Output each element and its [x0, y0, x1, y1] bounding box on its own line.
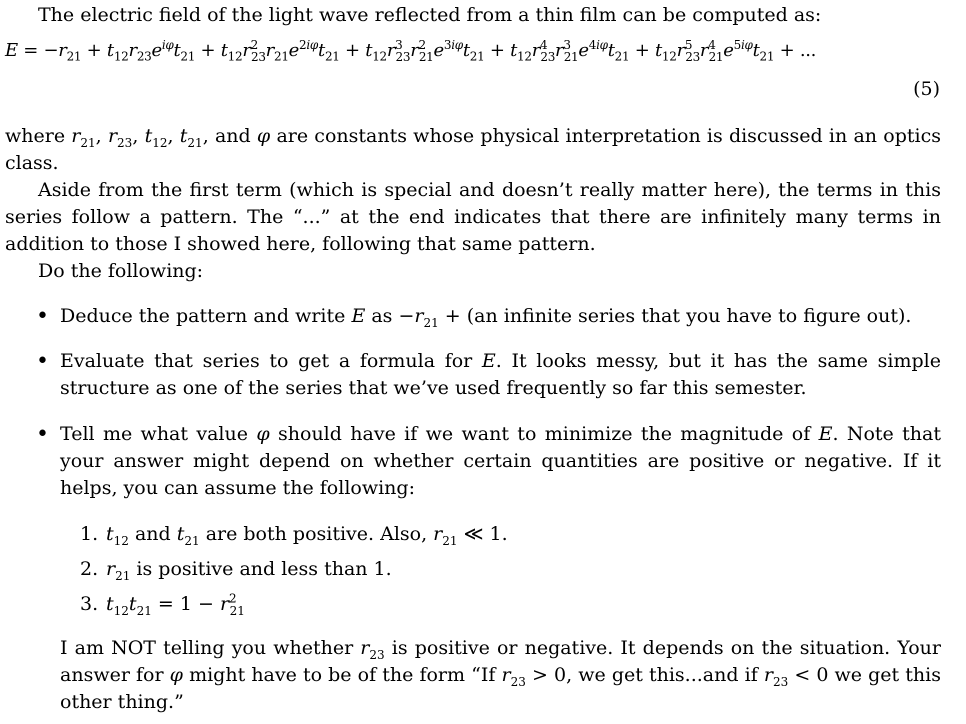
task-list: [36, 303, 941, 330]
assumption-list: [80, 521, 880, 617]
task-list-2: [36, 348, 941, 402]
task-list-3: [36, 421, 941, 502]
task-item: • Deduce the pattern and write E as $-r_{21} + (an$ infinite series that you have to figure out).: [36, 303, 941, 330]
closing-paragraph: I am NOT telling you whether $r_{23}$ is positive or negative. It depends on the situation. Your answer for φ might have to be of the form “If $r_{23} > 0$, we get this...and if $r_{23} < 0$ we get this other thing.”: [60, 637, 941, 713]
equation-number: (5): [913, 78, 940, 100]
task-item: • Tell me what value φ should have if we want to minimize the magnitude of E. Note that your answer might depend on whether certain quantities are positive or negative. If it helps, you can assume the following:: [36, 421, 941, 502]
assumption-item: 1. $t_{12}$ and $t_{21}$ are both positive. Also, $r_{21}$ ≪ 1.: [80, 523, 508, 548]
task-item: • Evaluate that series to get a formula for E. It looks messy, but it has the same simple structure as one of the series that we’ve used frequently so far this semester.: [36, 348, 941, 402]
assumption-item: 3. $t_{12}t_{21} = 1 - r^2_{21}$: [80, 591, 245, 618]
pattern-paragraph: Aside from the first term (which is special and doesn’t really matter here), the terms in this series follow a pattern. The “...” at the end indicates that there are infinitely many terms in addition to those I showed here, following that same pattern.: [5, 179, 941, 255]
equation-5: $E = -r_{21} + t_{12}r_{23}e^{i\varphi}t_{21} + t_{12}r^2_{23}r_{21}e^{2i\varphi}t_{21} + t_{12}r^3_{23}r^2_{21}e^{3i\varphi}t_{21} + t_{12}r^4_{23}r^3_{21}e^{4i\varphi}t_{21} + t_{12}r^5_{23}r^4_{21}e^{5i\varphi}t_{21}$ + ...: [5, 38, 817, 64]
do-following-text: Do the following:: [38, 260, 204, 282]
constants-paragraph: where $r_{21}$, $r_{23}$, $t_{12}$, $t_{21}$, and φ are constants whose physical interpretation is discussed in an optics class.: [5, 125, 941, 174]
intro-text: The electric field of the light wave reflected from a thin film can be computed as:: [38, 4, 822, 26]
assumption-item: 2. $r_{21}$ is positive and less than 1.: [80, 558, 392, 583]
